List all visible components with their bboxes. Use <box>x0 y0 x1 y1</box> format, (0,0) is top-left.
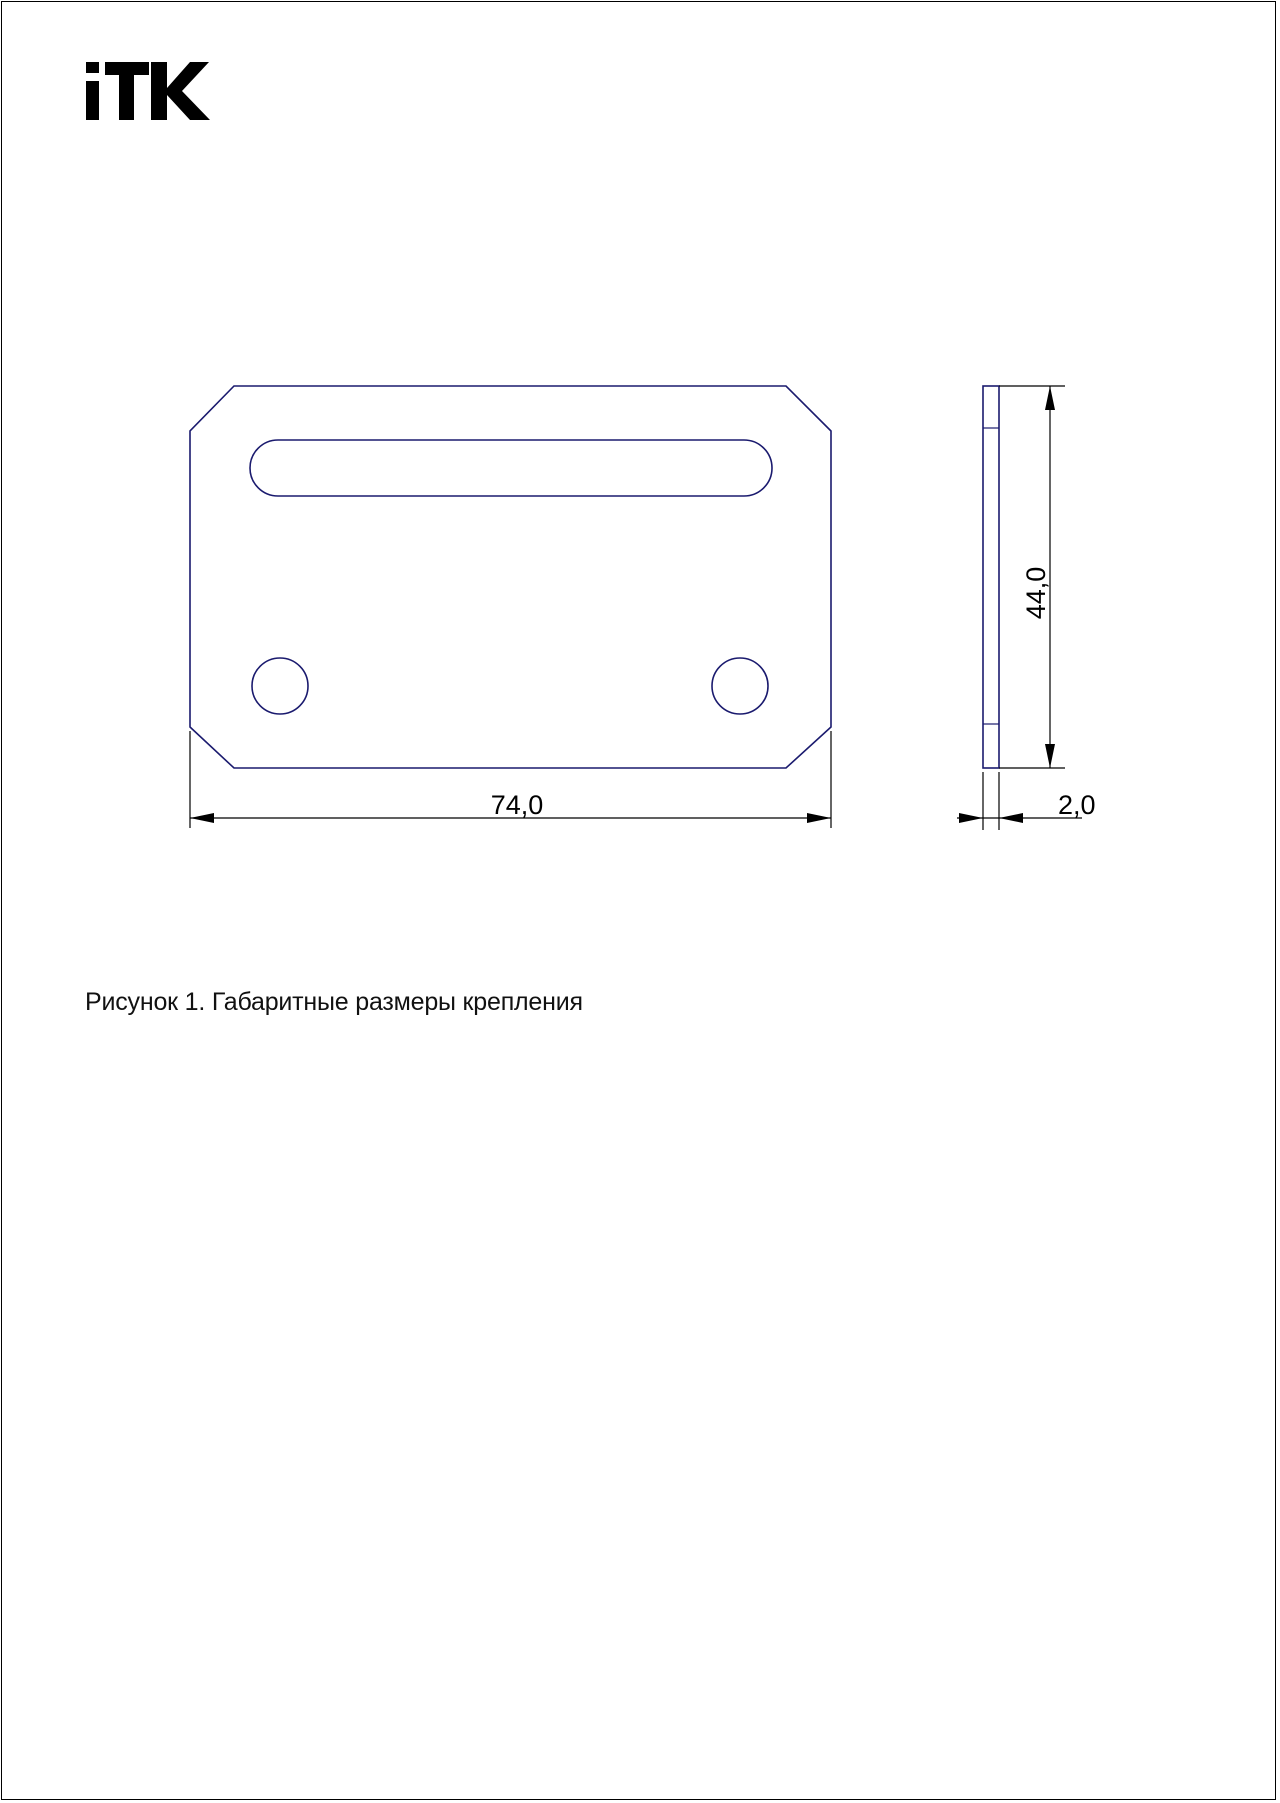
figure-caption: Рисунок 1. Габаритные размеры крепления <box>85 988 583 1016</box>
width-label: 74,0 <box>490 790 544 820</box>
thickness-label: 2,0 <box>1058 790 1096 820</box>
right-hole <box>712 658 768 714</box>
slot-outline <box>250 440 772 496</box>
plate-outline <box>190 386 831 768</box>
height-label: 44,0 <box>1021 566 1051 620</box>
plate-side-view <box>983 386 999 768</box>
left-hole <box>252 658 308 714</box>
